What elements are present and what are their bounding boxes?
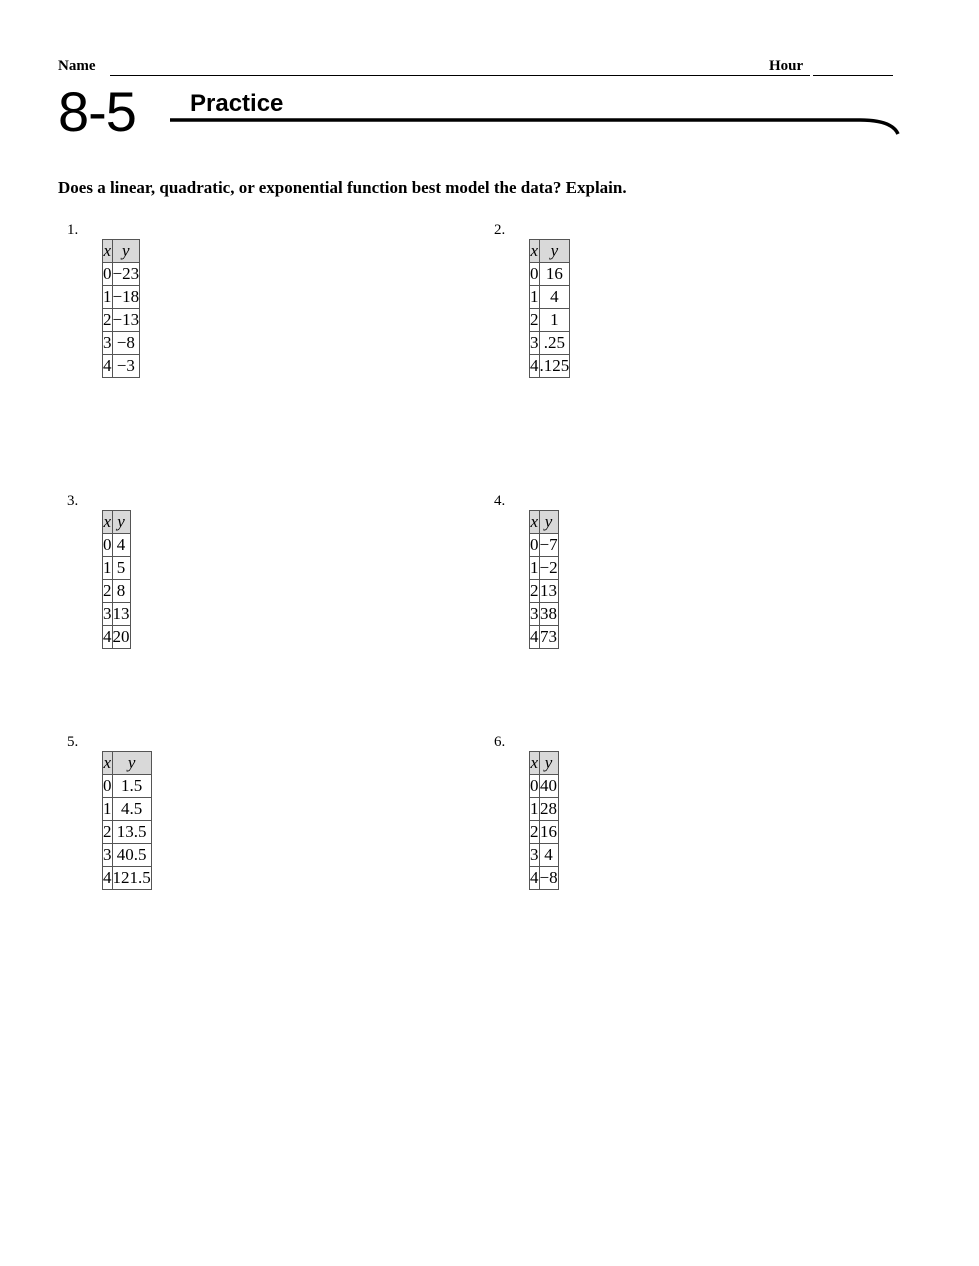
y-cell: 13.5 xyxy=(112,821,151,844)
x-cell: 4 xyxy=(103,355,113,378)
table-row xyxy=(103,355,140,378)
table-header-row xyxy=(530,752,559,775)
x-cell: 3 xyxy=(103,332,113,355)
y-cell: 5 xyxy=(112,557,130,580)
y-cell: 73 xyxy=(539,626,558,649)
x-cell: 0 xyxy=(530,775,540,798)
y-cell: 20 xyxy=(112,626,130,649)
y-header: y xyxy=(112,752,151,775)
y-header: y xyxy=(112,240,140,263)
x-cell: 0 xyxy=(103,263,113,286)
y-cell: 16 xyxy=(539,821,558,844)
table-header-row xyxy=(103,511,131,534)
x-cell: 2 xyxy=(103,821,113,844)
y-cell: −18 xyxy=(112,286,140,309)
table-row xyxy=(103,580,131,603)
y-cell: 40 xyxy=(539,775,558,798)
name-label: Name xyxy=(58,58,96,74)
table-row xyxy=(530,557,559,580)
y-cell: 8 xyxy=(112,580,130,603)
table-row xyxy=(530,332,570,355)
y-cell: 1 xyxy=(539,309,570,332)
x-cell: 3 xyxy=(530,603,540,626)
hour-label: Hour xyxy=(769,58,804,74)
table-row xyxy=(103,332,140,355)
table-header-row xyxy=(103,240,140,263)
problem-number: 6. xyxy=(494,734,506,750)
y-cell: .25 xyxy=(539,332,570,355)
x-cell: 4 xyxy=(530,867,540,890)
hour-blank[interactable] xyxy=(813,75,893,76)
y-cell: 40.5 xyxy=(112,844,151,867)
y-cell: .125 xyxy=(539,355,570,378)
table-row xyxy=(103,557,131,580)
x-cell: 1 xyxy=(530,286,540,309)
y-cell: 4.5 xyxy=(112,798,151,821)
x-cell: 2 xyxy=(530,309,540,332)
x-cell: 3 xyxy=(103,603,113,626)
problem-number: 1. xyxy=(67,222,79,238)
table-header-row xyxy=(530,240,570,263)
x-cell: 1 xyxy=(103,557,113,580)
y-cell: −2 xyxy=(539,557,558,580)
y-cell: 1.5 xyxy=(112,775,151,798)
x-cell: 2 xyxy=(530,580,540,603)
x-cell: 1 xyxy=(530,798,540,821)
table-row xyxy=(103,821,152,844)
x-cell: 3 xyxy=(530,844,540,867)
y-cell: 121.5 xyxy=(112,867,151,890)
table-row xyxy=(103,775,152,798)
y-header: y xyxy=(539,752,558,775)
table-row xyxy=(103,534,131,557)
table-row xyxy=(103,286,140,309)
table-row xyxy=(103,309,140,332)
x-cell: 2 xyxy=(530,821,540,844)
table-row xyxy=(530,534,559,557)
table-row xyxy=(103,844,152,867)
table-row xyxy=(103,798,152,821)
x-cell: 4 xyxy=(103,867,113,890)
instructions: Does a linear, quadratic, or exponential function best model the data? Explain. xyxy=(58,178,627,197)
x-header: x xyxy=(103,511,113,534)
table-row xyxy=(530,798,559,821)
table-row xyxy=(103,626,131,649)
y-cell: 4 xyxy=(112,534,130,557)
table-row xyxy=(530,775,559,798)
table-row xyxy=(103,603,131,626)
table-row xyxy=(530,355,570,378)
name-hour-row xyxy=(58,58,894,80)
x-cell: 0 xyxy=(530,263,540,286)
data-table xyxy=(529,239,570,378)
y-cell: 13 xyxy=(539,580,558,603)
x-cell: 2 xyxy=(103,580,113,603)
table-row xyxy=(103,867,152,890)
table-row xyxy=(530,844,559,867)
x-header: x xyxy=(103,752,113,775)
problem-number: 3. xyxy=(67,493,79,509)
name-blank[interactable] xyxy=(110,75,810,76)
table-row xyxy=(530,867,559,890)
problem-number: 5. xyxy=(67,734,79,750)
y-header: y xyxy=(539,240,570,263)
y-cell: 38 xyxy=(539,603,558,626)
y-cell: −8 xyxy=(112,332,140,355)
x-cell: 4 xyxy=(530,626,540,649)
problem-number: 4. xyxy=(494,493,506,509)
problem-number: 2. xyxy=(494,222,506,238)
y-cell: 4 xyxy=(539,286,570,309)
y-cell: 16 xyxy=(539,263,570,286)
y-cell: 28 xyxy=(539,798,558,821)
table-row xyxy=(530,309,570,332)
table-header-row xyxy=(103,752,152,775)
x-cell: 0 xyxy=(103,775,113,798)
table-row xyxy=(530,821,559,844)
data-table xyxy=(529,751,559,890)
lesson-number: 8-5 xyxy=(58,80,136,143)
x-cell: 1 xyxy=(530,557,540,580)
table-header-row xyxy=(530,511,559,534)
x-header: x xyxy=(530,511,540,534)
y-cell: −23 xyxy=(112,263,140,286)
x-header: x xyxy=(530,240,540,263)
data-table xyxy=(102,751,152,890)
table-row xyxy=(103,263,140,286)
y-cell: −8 xyxy=(539,867,558,890)
table-row xyxy=(530,626,559,649)
y-cell: −13 xyxy=(112,309,140,332)
table-row xyxy=(530,286,570,309)
page-title: Practice xyxy=(190,90,284,117)
x-cell: 4 xyxy=(530,355,540,378)
y-cell: −7 xyxy=(539,534,558,557)
header-rule xyxy=(170,112,900,136)
y-header: y xyxy=(539,511,558,534)
y-cell: 13 xyxy=(112,603,130,626)
x-cell: 4 xyxy=(103,626,113,649)
x-cell: 1 xyxy=(103,798,113,821)
x-cell: 2 xyxy=(103,309,113,332)
x-cell: 0 xyxy=(530,534,540,557)
x-cell: 0 xyxy=(103,534,113,557)
table-row xyxy=(530,263,570,286)
table-row xyxy=(530,580,559,603)
data-table xyxy=(102,510,131,649)
data-table xyxy=(102,239,140,378)
data-table xyxy=(529,510,559,649)
y-cell: −3 xyxy=(112,355,140,378)
x-header: x xyxy=(103,240,113,263)
x-cell: 3 xyxy=(530,332,540,355)
x-cell: 1 xyxy=(103,286,113,309)
y-cell: 4 xyxy=(539,844,558,867)
table-row xyxy=(530,603,559,626)
x-cell: 3 xyxy=(103,844,113,867)
x-header: x xyxy=(530,752,540,775)
y-header: y xyxy=(112,511,130,534)
